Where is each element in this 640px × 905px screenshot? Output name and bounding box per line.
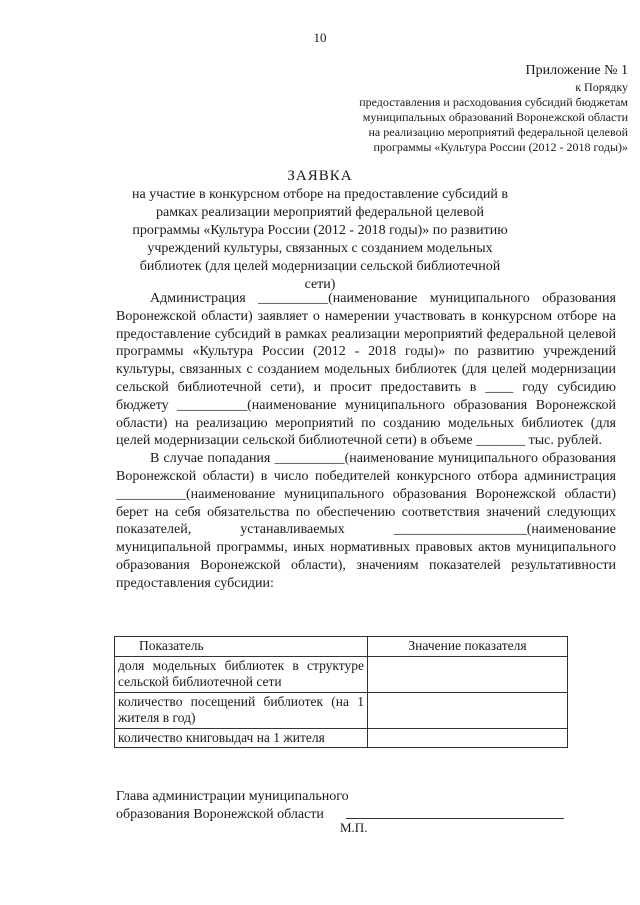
indicators-table (114, 636, 568, 748)
stamp-label: М.П. (340, 820, 368, 835)
signature-block (116, 788, 349, 824)
indicator-cell: количество посещений библиотек (на 1 жителя в год) (115, 692, 368, 728)
value-cell[interactable] (368, 728, 568, 748)
document-body (116, 290, 616, 593)
appendix-line: предоставления и расходования субсидий бюджетам (359, 95, 628, 109)
value-cell[interactable] (368, 692, 568, 728)
table-row (115, 692, 568, 728)
signature-field[interactable] (346, 818, 564, 819)
header-value: Значение показателя (368, 637, 568, 657)
document-title: ЗАЯВКА (287, 168, 353, 184)
appendix-line: к Порядку (575, 80, 628, 94)
value-cell[interactable] (368, 656, 568, 692)
appendix-line: на реализацию мероприятий федеральной целевой (368, 125, 628, 139)
table-header-row (115, 637, 568, 657)
appendix-line: программы «Культура России (2012 - 2018 годы)» (373, 140, 628, 154)
header-indicator: Показатель (115, 637, 368, 657)
signature-line-1: Глава администрации муниципального (116, 789, 349, 804)
appendix-title: Приложение № 1 (525, 63, 628, 78)
indicator-cell: доля модельных библиотек в структуре сельской библиотечной сети (115, 656, 368, 692)
appendix-line: муниципальных образований Воронежской области (362, 110, 628, 124)
body-paragraph: Администрация __________(наименование муниципального образования Воронежской области) заявляет о намерении участвовать в конкурсном отборе на предоставление субсидий в рамках реализации мероприятий федеральной целевой программы «Культура России (2012 - 2018 годы)» по развитию учреждений культуры, связанных с созданием модельных библиотек (для целей модернизации сельской библиотечной сети), и просит предоставить в ____ году субсидию бюджету __________(наименование муниципального образования Воронежской области) на реализацию мероприятий по созданию модельных библиотек (для целей модернизации сельской библиотечной сети) в объеме _______ тыс. рублей. (116, 291, 616, 449)
table-row (115, 728, 568, 748)
signature-line-2: образования Воронежской области (116, 807, 324, 822)
page-number: 10 (313, 30, 327, 45)
appendix-block (288, 62, 628, 155)
body-paragraph: В случае попадания __________(наименование муниципального образования Воронежской области) в число победителей конкурсного отбора администрация __________(наименование муниципального образования Воронежской области) берет на себя обязательства по обеспечению соответствия значений следующих показателей, устанавливаемых ___________________(наименование муниципальной программы, иных нормативных правовых актов муниципального образования Воронежской области), значениям показателей результативности предоставления субсидии: (116, 451, 616, 591)
indicator-cell: количество книговыдач на 1 жителя (115, 728, 368, 748)
document-subtitle: на участие в конкурсном отборе на предоставление субсидий в рамках реализации мероприятий федеральной целевой программы «Культура России (2012 - 2018 годы)» по развитию учреждений культуры, связанных с созданием модельных библиотек (для целей модернизации сельской библиотечной сети) (132, 187, 508, 292)
table-row (115, 656, 568, 692)
